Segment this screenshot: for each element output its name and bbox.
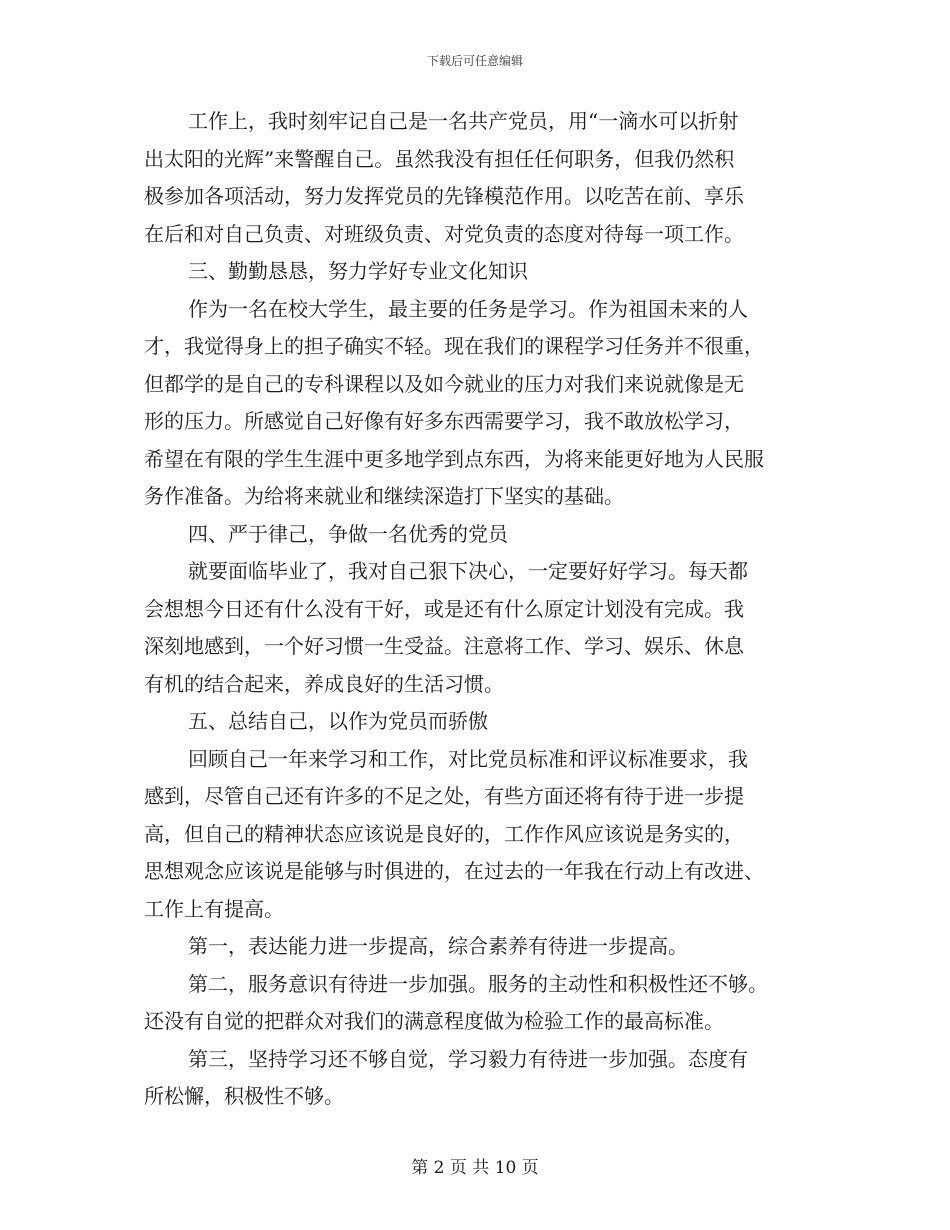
text-line: 工作上，我时刻牢记自己是一名共产党员，用“一滴水可以折射 <box>188 109 739 133</box>
text-line: 第一，表达能力进一步提高，综合素养有待进一步提高。 <box>188 934 688 958</box>
page-footer: 第 2 页 共 10 页 <box>411 1158 539 1178</box>
text-line: 第三，坚持学习还不够自觉，学习毅力有待进一步加强。态度有 <box>188 1046 748 1071</box>
text-line: 深刻地感到，一个好习惯一生受益。注意将工作、学习、娱乐、休息 <box>144 634 744 658</box>
text-line: 回顾自己一年来学习和工作，对比党员标准和评议标准要求，我 <box>188 746 748 771</box>
text-line: 还没有自觉的把群众对我们的满意程度做为检验工作的最高标准。 <box>144 1009 724 1033</box>
text-line: 会想想今日还有什么没有干好，或是还有什么原定计划没有完成。我 <box>144 596 744 621</box>
text-line: 在后和对自己负责、对班级负责、对党负责的态度对待每一项工作。 <box>144 221 744 246</box>
text-line: 极参加各项活动，努力发挥党员的先锋模范作用。以吃苦在前、享乐 <box>144 184 744 208</box>
text-line: 第二，服务意识有待进一步加强。服务的主动性和积极性还不够。 <box>188 971 768 996</box>
text-line: 三、勤勤恳恳，努力学好专业文化知识 <box>188 259 528 283</box>
text-line: 形的压力。所感觉自己好像有好多东西需要学习，我不敢放松学习， <box>144 409 744 433</box>
text-line: 作为一名在校大学生，最主要的任务是学习。作为祖国未来的人 <box>188 296 748 321</box>
text-line: 工作上有提高。 <box>144 896 284 921</box>
text-line: 思想观念应该说是能够与时俱进的，在过去的一年我在行动上有改进、 <box>144 859 764 883</box>
text-line: 五、总结自己，以作为党员而骄傲 <box>188 709 488 733</box>
text-line: 就要面临毕业了，我对自己狠下决心，一定要好好学习。每天都 <box>188 559 748 583</box>
text-line: 所松懈，积极性不够。 <box>144 1084 344 1108</box>
text-line: 四、严于律己，争做一名优秀的党员 <box>188 521 508 546</box>
text-line: 高，但自己的精神状态应该说是良好的，工作作风应该说是务实的， <box>144 821 744 846</box>
text-line: 出太阳的光辉”来警醒自己。虽然我没有担任任何职务，但我仍然积 <box>144 146 735 171</box>
page-header: 下载后可任意编辑 <box>426 54 523 68</box>
document-body <box>144 103 804 1116</box>
text-line: 希望在有限的学生生涯中更多地学到点东西，为将来能更好地为人民服 <box>144 446 764 471</box>
text-line: 有机的结合起来，养成良好的生活习惯。 <box>144 671 504 696</box>
text-line: 务作准备。为给将来就业和继续深造打下坚实的基础。 <box>144 484 624 508</box>
text-line: 才，我觉得身上的担子确实不轻。现在我们的课程学习任务并不很重， <box>144 334 764 358</box>
text-line: 但都学的是自己的专科课程以及如今就业的压力对我们来说就像是无 <box>144 371 744 396</box>
text-line: 感到，尽管自己还有许多的不足之处，有些方面还将有待于进一步提 <box>144 784 744 808</box>
